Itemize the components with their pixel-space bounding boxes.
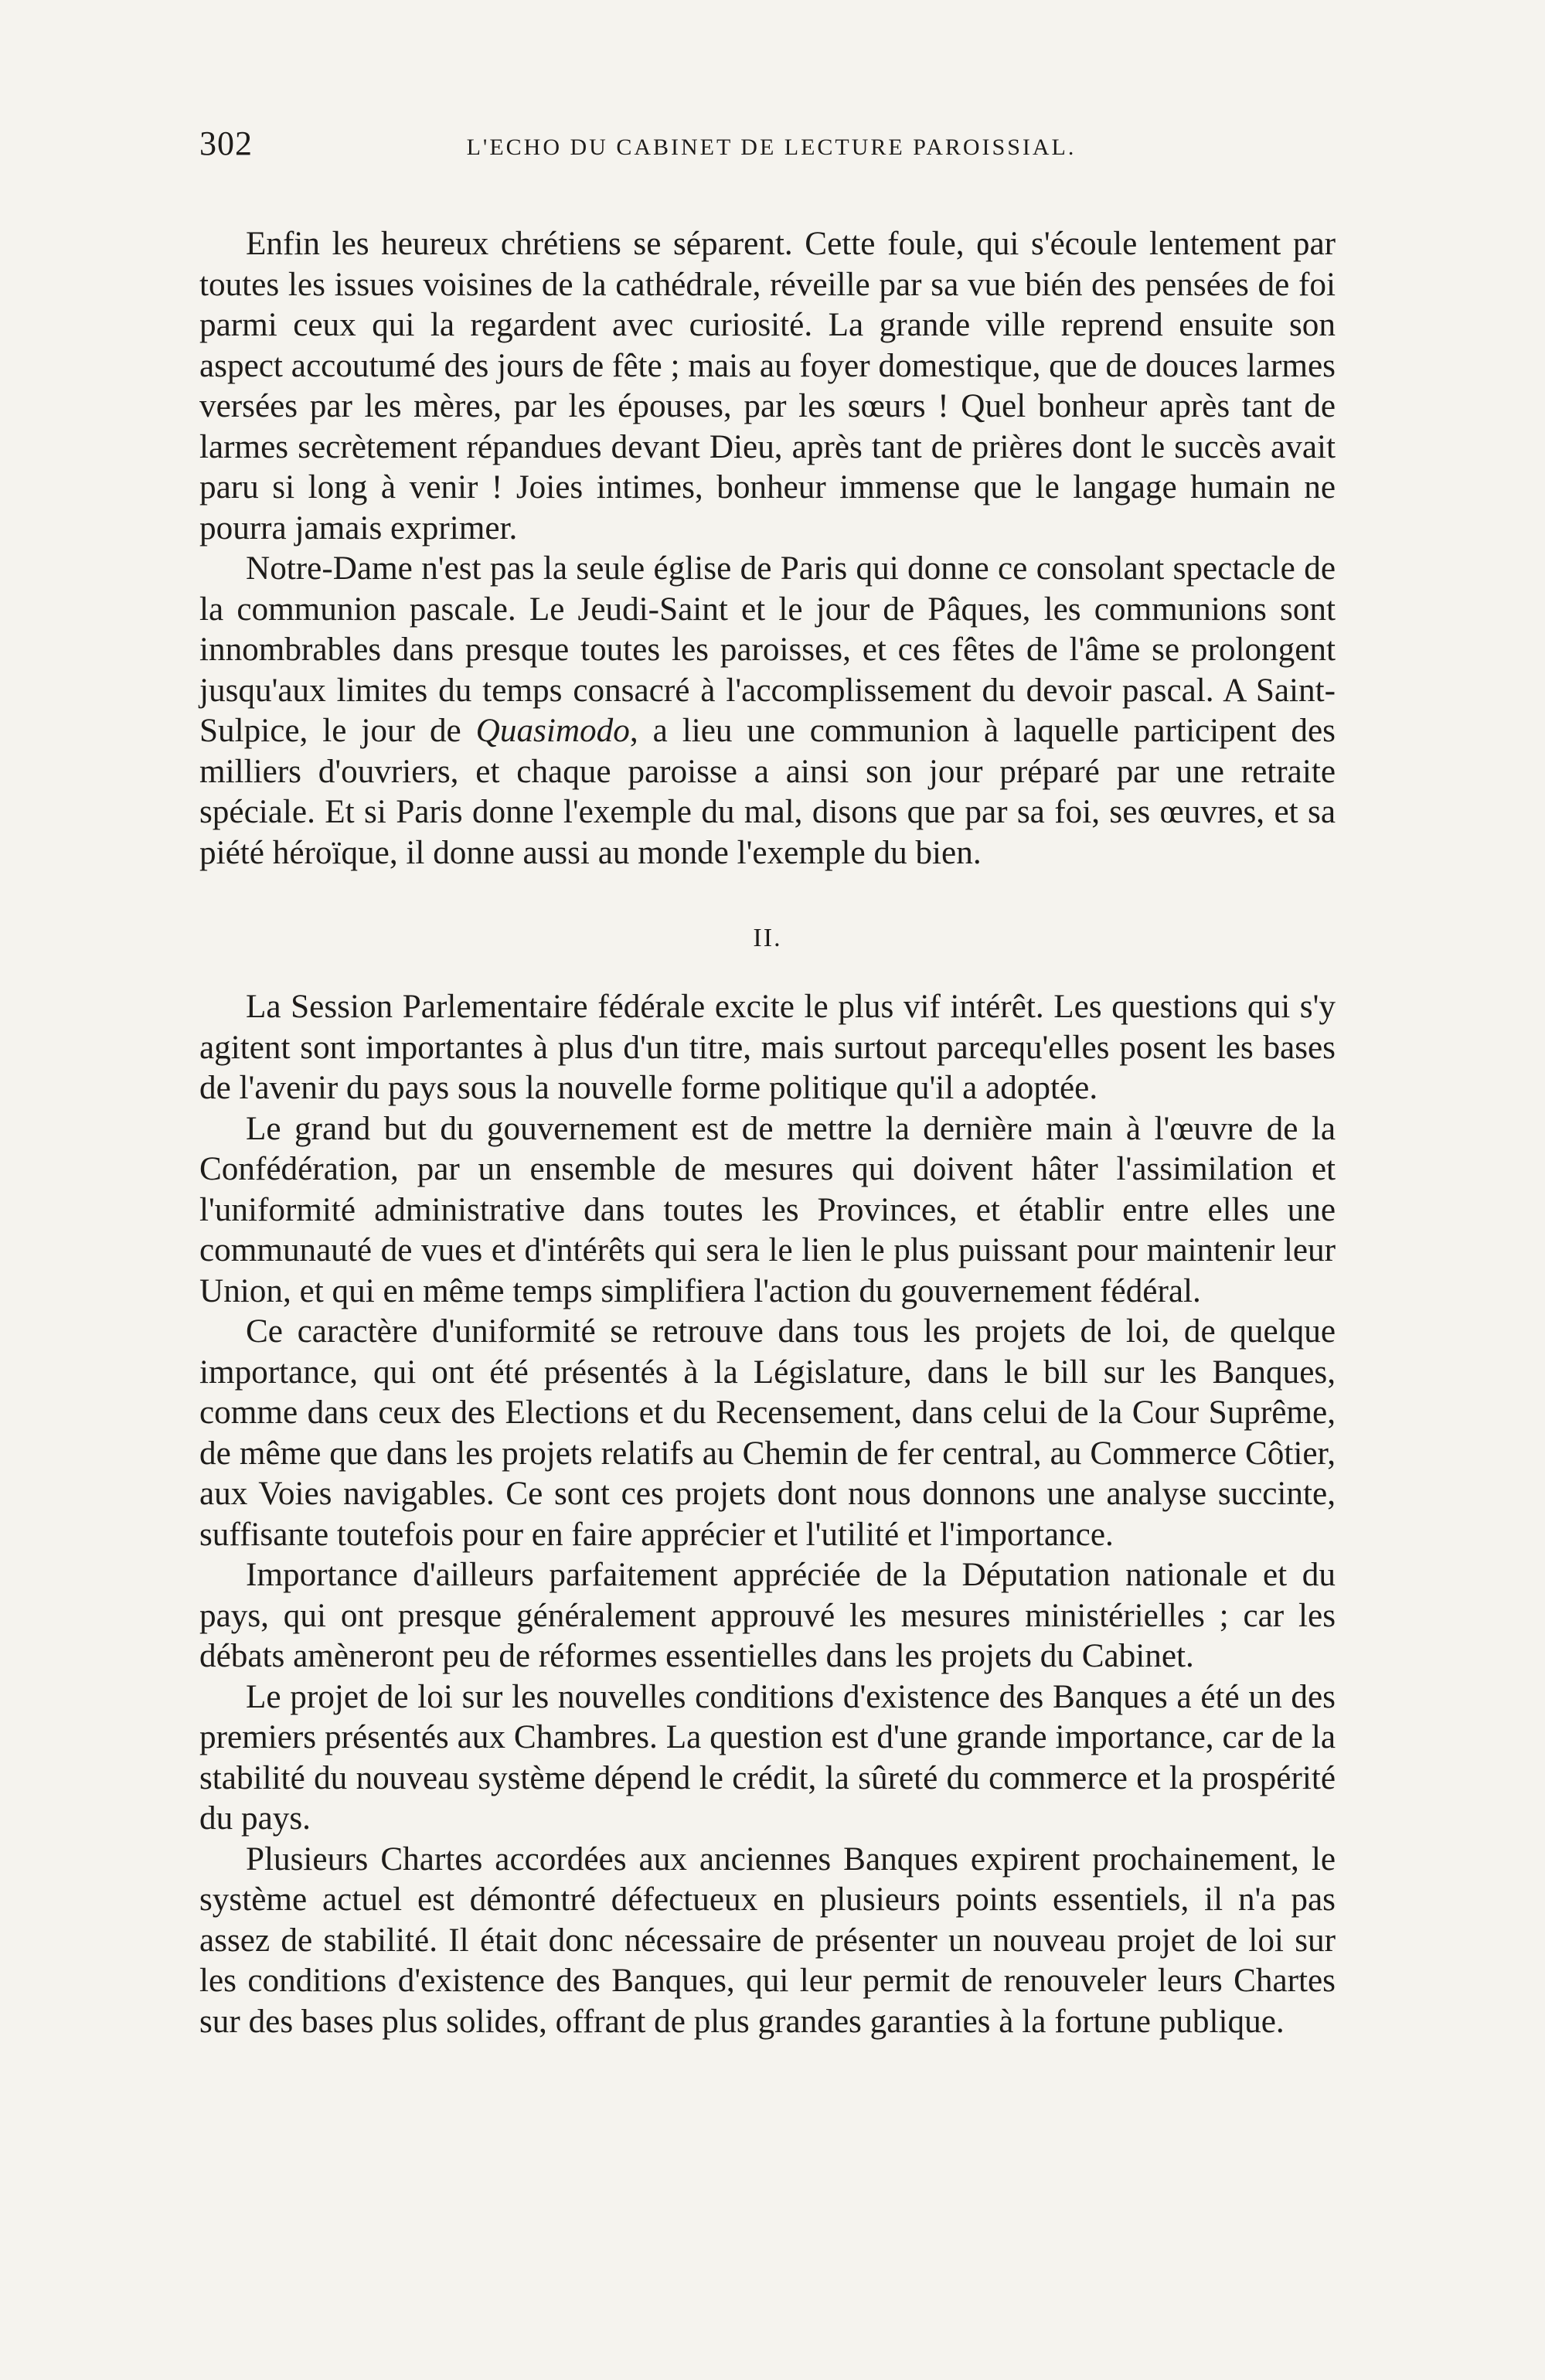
page-number: 302: [199, 124, 253, 162]
paragraph-text: Notre-Dame n'est pas la seule église de Paris qui donne ce consolant spectacle de la communion pascale. Le Jeudi-Saint et le jour de Pâques, les communions sont innombrables dans presque toutes les paroisses, et ces fêtes de l'âme se prolongent jusqu'aux limites du temps consacré à l'accomplissement du devoir pascal. A Saint-Sulpice, le jour de: [199, 550, 1336, 749]
running-title: L'ECHO DU CABINET DE LECTURE PAROISSIAL.: [466, 134, 1077, 160]
paragraph: [199, 549, 1336, 873]
article-body: [199, 224, 1336, 2042]
paragraph: Ce caractère d'uniformité se retrouve dans tous les projets de loi, de quelque importance, qui ont été présentés à la Législature, dans le bill sur les Banques, comme dans ceux des Elections et du Recensement, dans celui de la Cour Suprême, de même que dans les projets relatifs au Chemin de fer central, au Commerce Côtier, aux Voies navigables. Ce sont ces projets dont nous donnons une analyse succinte, suffisante toutefois pour en faire apprécier et l'utilité et l'importance.: [199, 1313, 1336, 1553]
italic-term: Quasimodo: [475, 713, 630, 749]
paragraph: Enfin les heureux chrétiens se séparent. Cette foule, qui s'écoule lentement par toutes les issues voisines de la cathédrale, réveille par sa vue bién des pensées de foi parmi ceux qui la regardent avec curiosité. La grande ville reprend ensuite son aspect accoutumé des jours de fête ; mais au foyer domestique, que de douces larmes versées par les mères, par les épouses, par les sœurs ! Quel bonheur après tant de larmes secrètement répandues devant Dieu, après tant de prières dont le succès avait paru si long à venir ! Joies intimes, bonheur immense que le langage humain ne pourra jamais exprimer.: [199, 226, 1336, 546]
section-heading: II.: [753, 924, 782, 952]
paragraph: Le grand but du gouvernement est de mettre la dernière main à l'œuvre de la Confédération, par un ensemble de mesures qui doivent hâter l'assimilation et l'uniformité administrative dans toutes les Provinces, et établir entre elles une communauté de vues et d'intérêts qui sera le lien le plus puissant pour maintenir leur Union, et qui en même temps simplifiera l'action du gouvernement fédéral.: [199, 1110, 1336, 1309]
page-header: [199, 124, 1336, 170]
page: [199, 124, 1336, 2042]
paragraph: Importance d'ailleurs parfaitement appréciée de la Députation nationale et du pays, qui ont presque généralement approuvé les mesures ministérielles ; car les débats amèneront peu de réformes essentielles dans les projets du Cabinet.: [199, 1557, 1336, 1674]
paragraph: La Session Parlementaire fédérale excite le plus vif intérêt. Les questions qui s'y agitent sont importantes à plus d'un titre, mais surtout parcequ'elles posent les bases de l'avenir du pays sous la nouvelle forme politique qu'il a adoptée.: [199, 989, 1336, 1106]
paragraph-text: , a lieu une communion à laquelle participent des milliers d'ouvriers, et chaque paroisse a ainsi son jour préparé par une retraite spéciale. Et si Paris donne l'exemple du mal, disons que par sa foi, ses œuvres, et sa piété héroïque, il donne aussi au monde l'exemple du bien.: [199, 713, 1336, 871]
paragraph: Le projet de loi sur les nouvelles conditions d'existence des Banques a été un des premiers présentés aux Chambres. La question est d'une grande importance, car de la stabilité du nouveau système dépend le crédit, la sûreté du commerce et la prospérité du pays.: [199, 1678, 1336, 1837]
paragraph: Plusieurs Chartes accordées aux anciennes Banques expirent prochainement, le système actuel est démontré défectueux en plusieurs points essentiels, il n'a pas assez de stabilité. Il était donc nécessaire de présenter un nouveau projet de loi sur les conditions d'existence des Banques, qui leur permit de renouveler leurs Chartes sur des bases plus solides, offrant de plus grandes garanties à la fortune publique.: [199, 1840, 1336, 2040]
